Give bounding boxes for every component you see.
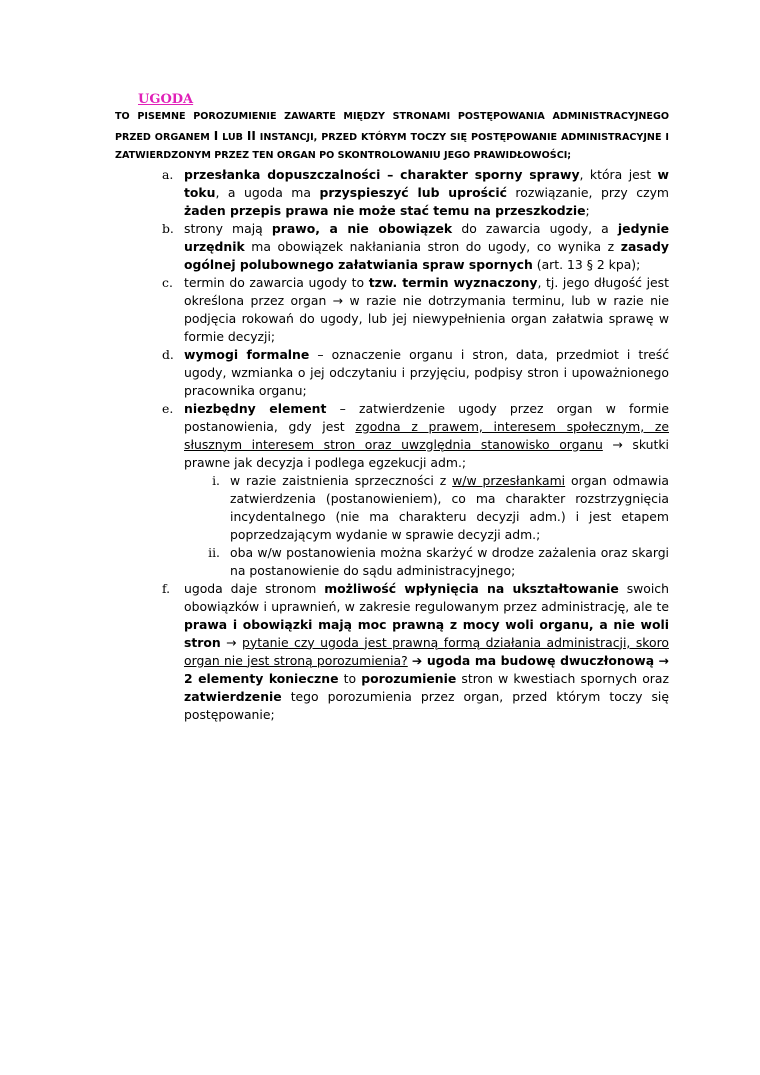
list-marker: b. xyxy=(162,220,174,236)
intro-roman-2: II xyxy=(246,128,256,143)
text-segment: to xyxy=(338,670,362,686)
list-item-d xyxy=(115,346,669,400)
list-marker: d. xyxy=(162,346,174,362)
text-segment: swoich obowiązków i uprawnień, w zakresie regulowanym przez administrację, ale te xyxy=(184,580,669,614)
text-segment: stron w kwestiach spornych oraz xyxy=(456,670,669,686)
text-segment: oba w/w postanowienia można skarżyć w drodze zażalenia oraz skargi na postanowienie do sądu administracyjnego; xyxy=(230,544,669,578)
bold-text: możliwość wpłynięcia na ukształtowanie xyxy=(324,580,619,596)
list-item-text xyxy=(184,347,669,398)
text-segment: (art. 13 § 2 kpa); xyxy=(532,256,641,272)
list-marker: e. xyxy=(162,400,174,416)
text-segment: → xyxy=(220,634,243,650)
text-segment: rozwiązanie, przy czym xyxy=(506,184,669,200)
sub-list-item-text xyxy=(230,545,669,578)
list-item-b xyxy=(115,220,669,274)
list-item-text xyxy=(184,581,669,722)
list-item-text xyxy=(184,401,669,470)
sub-list-marker: i. xyxy=(212,472,220,488)
text-segment: – zatwierdzenie ugody przez organ w formie postanowienia, gdy jest xyxy=(184,400,670,434)
underlined-text: w/w przesłankami xyxy=(452,472,566,488)
intro-text-2: LUB xyxy=(218,131,247,143)
underlined-text: zgodna z prawem, interesem społecznym, ze słusznym interesem stron oraz uwzględnia stanowisko organu xyxy=(184,418,669,452)
bold-text: ➔ ugoda ma budowę dwuczłonową → 2 elementy konieczne xyxy=(184,652,669,686)
main-list xyxy=(115,166,669,724)
list-marker: a. xyxy=(162,166,174,182)
list-item-text xyxy=(184,167,669,218)
list-item-text xyxy=(184,275,669,344)
text-segment: ma obowiązek nakłaniania stron do ugody, co wynika z xyxy=(244,238,621,254)
text-segment: w razie zaistnienia sprzeczności z xyxy=(230,472,453,488)
bold-text: żaden przepis prawa nie może stać temu na przeszkodzie xyxy=(184,202,586,218)
intro-roman-1: I xyxy=(213,128,219,143)
sub-list xyxy=(184,472,669,580)
bold-text: w toku xyxy=(184,166,669,200)
bold-text: prawo, a nie obowiązek xyxy=(271,220,453,236)
bold-text: niezbędny element xyxy=(184,400,327,416)
text-segment: tego porozumienia przez organ, przed którym toczy się postępowanie; xyxy=(184,688,669,722)
sub-list-item-text xyxy=(230,473,669,542)
text-segment: , a ugoda ma xyxy=(215,184,320,200)
sub-list-item-ii xyxy=(184,544,669,580)
bold-text: jedynie urzędnik xyxy=(184,220,669,254)
intro-definition xyxy=(115,108,669,166)
text-segment: , tj. jego długość jest określona przez organ → w razie nie dotrzymania terminu, lub w razie nie podjęcia rokowań do ugody, lub jej niewypełnienia organ załatwia sprawę w formie decyzji; xyxy=(184,274,669,344)
list-item-f xyxy=(115,580,669,724)
text-segment: strony mają xyxy=(184,220,272,236)
text-segment: ugoda daje stronom xyxy=(184,580,325,596)
underlined-text: pytanie czy ugoda jest prawną formą działania administracji, skoro organ nie jest stroną porozumienia? xyxy=(184,634,669,668)
sub-list-item-i xyxy=(184,472,669,544)
bold-text: prawa i obowiązki mają moc prawną z mocy woli organu, a nie woli stron xyxy=(184,616,669,650)
text-segment: termin do zawarcia ugody to xyxy=(184,274,369,290)
bold-text: przesłanka dopuszczalności – charakter sporny sprawy xyxy=(184,166,580,182)
bold-text: porozumienie xyxy=(361,670,457,686)
text-segment: organ odmawia zatwierdzenia (postanowieniem), co ma charakter rozstrzygnięcia incydentalnego (nie ma charakteru decyzji adm.) i jest etapem poprzedzającym wydanie w sprawie decyzji adm.; xyxy=(230,472,669,542)
text-segment: ; xyxy=(585,202,590,218)
list-item-text xyxy=(184,221,669,272)
text-segment: do zawarcia ugody, a xyxy=(452,220,618,236)
document-content xyxy=(115,92,669,724)
page-title: UGODA xyxy=(138,92,194,107)
text-segment: , która jest xyxy=(579,166,658,182)
bold-text: zatwierdzenie xyxy=(184,688,282,704)
bold-text: tzw. termin wyznaczony xyxy=(368,274,538,290)
sub-list-marker: ii. xyxy=(208,544,220,560)
bold-text: zasady ogólnej polubownego załatwiania spraw spornych xyxy=(184,238,669,272)
bold-text: przyspieszyć lub uprościć xyxy=(319,184,507,200)
text-segment: → skutki prawne jak decyzja i podlega egzekucji adm.; xyxy=(184,436,670,470)
list-item-c xyxy=(115,274,669,346)
list-marker: c. xyxy=(162,274,173,290)
intro-text-3: INSTANCJI, PRZED KTÓRYM TOCZY SIĘ POSTĘPOWANIE ADMINISTRACYJNE I ZATWIERDZONYM PRZEZ TEN ORGAN PO SKONTROLOWANIU JEGO PRAWIDŁOWOŚCI; xyxy=(115,131,669,161)
list-item-e xyxy=(115,400,669,580)
list-item-a xyxy=(115,166,669,220)
list-marker: f. xyxy=(162,580,171,596)
intro-text-1: TO PISEMNE POROZUMIENIE ZAWARTE MIĘDZY STRONAMI POSTĘPOWANIA ADMINISTRACYJNEGO PRZED ORGANEM xyxy=(115,111,669,143)
text-segment: – oznaczenie organu i stron, data, przedmiot i treść ugody, wzmianka o jej odczytaniu i przyjęciu, podpisy stron i upoważnionego pracownika organu; xyxy=(184,346,670,398)
bold-text: wymogi formalne xyxy=(184,346,310,362)
